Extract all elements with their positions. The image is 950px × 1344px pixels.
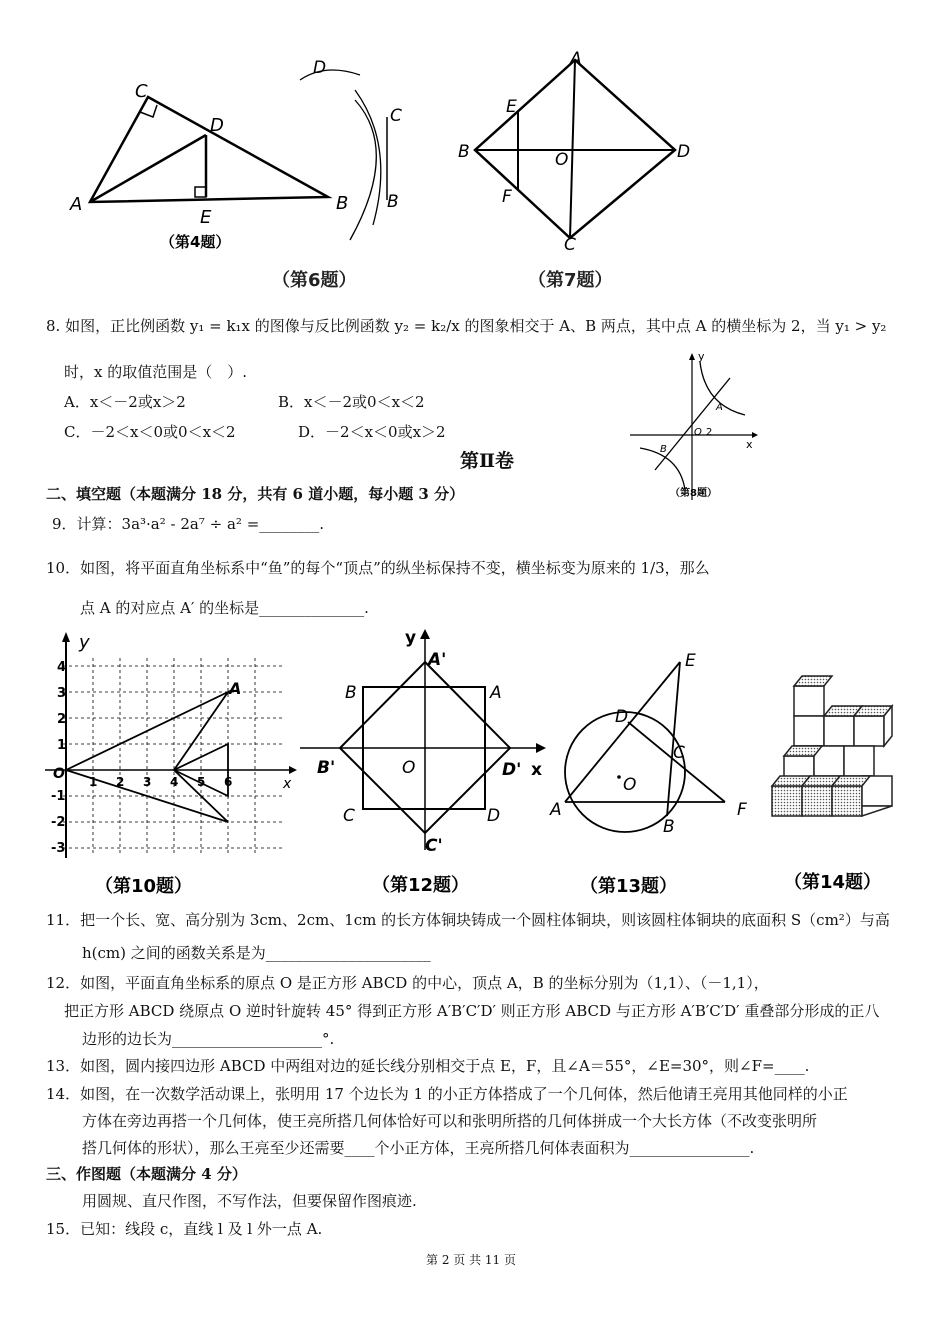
q12-line2: 把正方形 ABCD 绕原点 O 逆时针旋转 45° 得到正方形 A′B′C′D′ 则正方形 ABCD 与正方形 A′B′C′D′ 重叠部分形成的正八 xyxy=(64,1002,880,1020)
fig7-label-B: B xyxy=(458,142,470,162)
fig4-label-D: D xyxy=(210,115,224,136)
q14-line2: 方体在旁边再搭一个几何体，使王亮所搭几何体恰好可以和张明所搭的几何体拼成一个大长方体（不改变张明所 xyxy=(82,1112,818,1130)
fig10-tick-4: 4 xyxy=(57,660,67,675)
fig8-caption: （第8题） xyxy=(670,488,717,499)
fig13-label-F: F xyxy=(737,800,747,820)
fig10-tick-1: 1 xyxy=(57,738,67,753)
q8-option-d: D．－2＜x＜0或x＞2 xyxy=(298,423,446,441)
fig12-label-D: D xyxy=(487,806,501,826)
fig10-label-A: A xyxy=(229,679,242,698)
fig10-xtick-5: 5 xyxy=(197,775,206,789)
q10-line2: 点 A 的对应点 A′ 的坐标是______________. xyxy=(80,599,369,617)
q14-line1: 14．如图，在一次数学活动课上，张明用 17 个边长为 1 的小正方体搭成了一个几何体，然后他请王亮用其他同样的小正 xyxy=(46,1085,848,1103)
fig6-label-D: D xyxy=(313,58,327,78)
fig12-label-y: y xyxy=(405,628,417,648)
fig7-label-D: D xyxy=(677,142,691,162)
q8-line2: 时，x 的取值范围是（ ）. xyxy=(64,363,247,381)
page-footer: 第 2 页 共 11 页 xyxy=(426,1253,516,1267)
q13-text: 13．如图，圆内接四边形 ABCD 中两组对边的延长线分别相交于点 E，F，且∠A＝55°，∠E=30°，则∠F=____. xyxy=(46,1057,810,1075)
fig7-label-F: F xyxy=(502,187,512,207)
fig7-label-C: C xyxy=(564,235,576,255)
fig12-label-Dprime: D' xyxy=(502,760,522,780)
fig13-label-A: A xyxy=(550,800,562,820)
q10-line1: 10．如图，将平面直角坐标系中“鱼”的每个“顶点”的纵坐标保持不变，横坐标变为原来的 1/3，那么 xyxy=(46,559,710,577)
fig10-caption: （第10题） xyxy=(95,876,193,897)
fig12-caption: （第12题） xyxy=(372,875,470,896)
fig10-xtick-1: 1 xyxy=(89,775,98,789)
fig8-label-x: x xyxy=(746,438,753,451)
fig12-label-Aprime: A' xyxy=(428,650,447,670)
fig12-label-Bprime: B' xyxy=(317,758,336,778)
fig8-label-2: 2 xyxy=(706,427,713,438)
fig7-label-O: O xyxy=(555,150,569,170)
figure-6 xyxy=(295,55,415,265)
fig7-label-E: E xyxy=(506,97,517,117)
fig4-label-E: E xyxy=(200,207,212,228)
fig13-label-B: B xyxy=(663,817,675,837)
section3-heading: 三、作图题（本题满分 4 分） xyxy=(46,1165,247,1183)
fig13-caption: （第13题） xyxy=(580,876,678,897)
fig12-label-B: B xyxy=(345,683,357,703)
q11-line2: h(cm) 之间的函数关系是为______________________ xyxy=(82,944,431,962)
q12-line3: 边形的边长为____________________°. xyxy=(82,1030,335,1048)
fig10-tick-neg3: -3 xyxy=(51,841,66,856)
q8-option-b: B．x＜－2或0＜x＜2 xyxy=(278,393,425,411)
fig12-label-C: C xyxy=(343,806,355,826)
fig6-caption: （第6题） xyxy=(272,270,357,291)
fig10-xtick-2: 2 xyxy=(116,775,125,789)
q8-line1: 8. 如图，正比例函数 y₁ = k₁x 的图像与反比例函数 y₂ = k₂/x 的图象相交于 A、B 两点，其中点 A 的横坐标为 2，当 y₁ > y₂ xyxy=(46,317,887,335)
fig10-tick-2: 2 xyxy=(57,712,67,727)
fig4-label-A: A xyxy=(70,194,83,215)
fig7-caption: （第7题） xyxy=(528,270,613,291)
fig4-label-B: B xyxy=(336,193,349,214)
fig13-label-E: E xyxy=(685,651,696,671)
fig8-label-y: y xyxy=(698,350,705,363)
section2-heading: 二、填空题（本题满分 18 分，共有 6 道小题，每小题 3 分） xyxy=(46,485,465,503)
q11-line1: 11．把一个长、宽、高分别为 3cm、2cm、1cm 的长方体铜块铸成一个圆柱体铜块，则该圆柱体铜块的底面积 S（cm²）与高 xyxy=(46,911,890,929)
q8-option-a: A．x＜－2或x＞2 xyxy=(64,393,186,411)
figure-7 xyxy=(450,50,700,260)
figure-12 xyxy=(300,625,555,900)
q14-line3: 搭几何体的形状），那么王亮至少还需要____个小正方体，王亮所搭几何体表面积为________________. xyxy=(82,1139,755,1157)
fig13-label-O: O xyxy=(623,775,637,795)
fig10-label-O: O xyxy=(53,766,65,782)
fig8-label-A: A xyxy=(716,402,723,413)
fig13-label-C: C xyxy=(673,743,685,763)
figure-13 xyxy=(545,650,760,900)
fig8-label-B: B xyxy=(660,444,667,455)
fig4-caption: （第4题） xyxy=(160,233,231,251)
fig12-label-O: O xyxy=(402,758,416,778)
section3-instruction: 用圆规、直尺作图，不写作法，但要保留作图痕迹. xyxy=(82,1192,417,1210)
fig8-label-O: O xyxy=(694,427,702,438)
q9-text: 9．计算：3a³·a² - 2a⁷ ÷ a² =________. xyxy=(52,515,325,533)
fig10-label-y: y xyxy=(79,632,90,653)
figure-8 xyxy=(630,350,760,505)
q12-line1: 12．如图，平面直角坐标系的原点 O 是正方形 ABCD 的中心，顶点 A，B 的坐标分别为（1,1）、（－1,1）， xyxy=(46,974,769,992)
fig12-label-A: A xyxy=(490,683,502,703)
fig10-tick-3: 3 xyxy=(57,686,67,701)
fig14-caption: （第14题） xyxy=(784,872,882,893)
fig6-label-B: B xyxy=(387,192,399,212)
figure-10 xyxy=(45,628,300,900)
fig10-xtick-4: 4 xyxy=(170,775,179,789)
fig12-label-Cprime: C' xyxy=(425,836,443,856)
fig10-xtick-3: 3 xyxy=(143,775,152,789)
fig4-label-C: C xyxy=(135,81,148,102)
fig7-label-A: A xyxy=(570,50,582,69)
figure-14 xyxy=(762,660,912,900)
fig10-tick-neg1: -1 xyxy=(51,789,66,804)
fig10-tick-neg2: -2 xyxy=(51,815,66,830)
fig6-label-C: C xyxy=(390,106,402,126)
fig10-label-x: x xyxy=(283,776,292,792)
fig10-xtick-6: 6 xyxy=(224,775,233,789)
fig13-label-D: D xyxy=(615,707,629,727)
section2-title: 第Ⅱ卷 xyxy=(460,450,515,472)
q15-text: 15．已知：线段 c，直线 l 及 l 外一点 A. xyxy=(46,1220,323,1238)
q8-option-c: C．－2＜x＜0或0＜x＜2 xyxy=(64,423,236,441)
fig12-label-x: x xyxy=(531,760,542,780)
